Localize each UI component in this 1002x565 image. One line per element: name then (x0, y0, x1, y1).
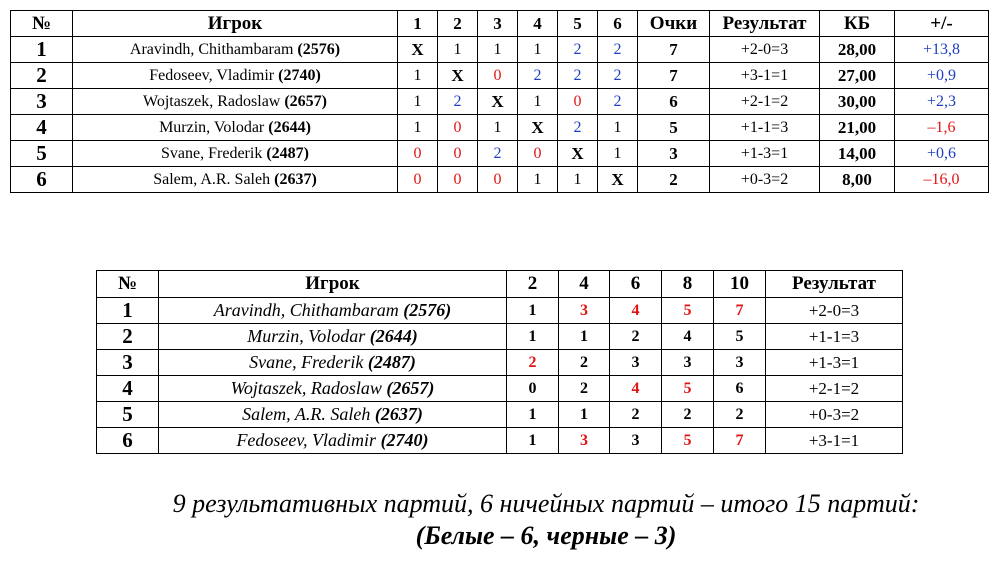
crosstable (10, 10, 989, 193)
diff-cell: +13,8 (895, 37, 989, 63)
game-result-cell: 1 (518, 37, 558, 63)
table-row (97, 428, 903, 454)
cumulative-score-cell: 5 (714, 324, 766, 350)
player-rating: (2637) (374, 404, 423, 424)
cumulative-score-cell: 3 (714, 350, 766, 376)
game-result-cell: 1 (478, 115, 518, 141)
player-name: Fedoseev, Vladimir (236, 430, 377, 450)
game-result-cell: 1 (478, 37, 518, 63)
cumulative-score-cell: 6 (714, 376, 766, 402)
rank-cell: 2 (97, 324, 159, 350)
table-row (11, 115, 989, 141)
summary-line-1: 9 результативных партий, 6 ничейных партий – итого 15 партий: (172, 489, 920, 518)
player-cell (73, 37, 398, 63)
table-row (11, 63, 989, 89)
player-name: Svane, Frederik (161, 144, 263, 162)
result-cell: +3-1=1 (710, 63, 820, 89)
cumulative-score-cell: 2 (559, 376, 610, 402)
result-cell: +1-3=1 (766, 350, 903, 376)
game-result-cell: 0 (518, 141, 558, 167)
result-cell: +1-1=3 (710, 115, 820, 141)
player-rating: (2657) (284, 92, 327, 110)
cumulative-score-cell: 1 (559, 324, 610, 350)
kb-cell: 27,00 (820, 63, 895, 89)
player-name: Salem, A.R. Saleh (153, 170, 271, 188)
header-round: 6 (610, 271, 662, 298)
table-row (11, 167, 989, 193)
rank-cell: 3 (11, 89, 73, 115)
result-cell: +2-0=3 (710, 37, 820, 63)
game-result-cell: X (598, 167, 638, 193)
points-cell: 3 (638, 141, 710, 167)
player-rating: (2576) (297, 40, 341, 58)
result-cell: +0-3=2 (766, 402, 903, 428)
cumulative-score-cell: 5 (662, 298, 714, 324)
cumulative-score-cell: 2 (610, 324, 662, 350)
table-row (97, 402, 903, 428)
player-name: Fedoseev, Vladimir (149, 66, 275, 84)
game-result-cell: X (438, 63, 478, 89)
player-rating: (2576) (403, 300, 452, 320)
progress-header-row (97, 271, 903, 298)
cumulative-score-cell: 3 (662, 350, 714, 376)
rank-cell: 5 (97, 402, 159, 428)
game-result-cell: 1 (398, 115, 438, 141)
points-cell: 5 (638, 115, 710, 141)
header-number: № (11, 11, 73, 37)
game-result-cell: 0 (558, 89, 598, 115)
rank-cell: 1 (97, 298, 159, 324)
kb-cell: 30,00 (820, 89, 895, 115)
table-row (97, 376, 903, 402)
cumulative-score-cell: 1 (507, 324, 559, 350)
player-name: Aravindh, Chithambaram (129, 40, 294, 58)
cumulative-score-cell: 0 (507, 376, 559, 402)
header-round: 2 (438, 11, 478, 37)
game-result-cell: 0 (478, 167, 518, 193)
player-name: Murzin, Volodar (247, 326, 366, 346)
cumulative-score-cell: 2 (559, 350, 610, 376)
player-name: Svane, Frederik (249, 352, 364, 372)
table-row (97, 350, 903, 376)
player-name: Murzin, Volodar (159, 118, 265, 136)
game-result-cell: 2 (558, 63, 598, 89)
result-cell: +2-1=2 (710, 89, 820, 115)
result-cell: +1-3=1 (710, 141, 820, 167)
cumulative-score-cell: 7 (714, 428, 766, 454)
cumulative-score-cell: 3 (559, 428, 610, 454)
game-result-cell: 1 (518, 167, 558, 193)
cumulative-score-cell: 1 (507, 402, 559, 428)
diff-cell: +0,9 (895, 63, 989, 89)
player-name: Wojtaszek, Radoslaw (143, 92, 281, 110)
cumulative-score-cell: 2 (507, 350, 559, 376)
summary-line-2: (Белые – 6, черные – 3) (415, 521, 677, 550)
game-result-cell: 1 (398, 89, 438, 115)
table-row (97, 324, 903, 350)
header-diff: +/- (895, 11, 989, 37)
result-cell: +2-1=2 (766, 376, 903, 402)
game-result-cell: 0 (438, 141, 478, 167)
summary-text (0, 488, 1002, 552)
cumulative-score-cell: 2 (662, 402, 714, 428)
result-cell: +3-1=1 (766, 428, 903, 454)
table-row (11, 141, 989, 167)
game-result-cell: 0 (398, 141, 438, 167)
game-result-cell: 2 (438, 89, 478, 115)
player-rating: (2740) (380, 430, 429, 450)
points-cell: 2 (638, 167, 710, 193)
game-result-cell: 0 (438, 115, 478, 141)
diff-cell: –1,6 (895, 115, 989, 141)
rank-cell: 4 (11, 115, 73, 141)
cumulative-score-cell: 7 (714, 298, 766, 324)
game-result-cell: X (518, 115, 558, 141)
diff-cell: +2,3 (895, 89, 989, 115)
points-cell: 7 (638, 63, 710, 89)
player-rating: (2644) (369, 326, 418, 346)
player-cell (159, 350, 507, 376)
cumulative-score-cell: 3 (610, 350, 662, 376)
player-cell (73, 141, 398, 167)
header-round: 5 (558, 11, 598, 37)
player-cell (159, 402, 507, 428)
cumulative-score-cell: 5 (662, 428, 714, 454)
header-player: Игрок (73, 11, 398, 37)
diff-cell: +0,6 (895, 141, 989, 167)
player-cell (159, 324, 507, 350)
game-result-cell: 2 (558, 115, 598, 141)
progress-table (96, 270, 903, 454)
player-cell (73, 89, 398, 115)
game-result-cell: 2 (518, 63, 558, 89)
header-result: Результат (710, 11, 820, 37)
player-cell (73, 63, 398, 89)
player-cell (73, 167, 398, 193)
player-cell (159, 298, 507, 324)
table-row (97, 298, 903, 324)
header-player: Игрок (159, 271, 507, 298)
kb-cell: 28,00 (820, 37, 895, 63)
result-cell: +2-0=3 (766, 298, 903, 324)
game-result-cell: X (478, 89, 518, 115)
header-points: Очки (638, 11, 710, 37)
game-result-cell: 0 (398, 167, 438, 193)
player-rating: (2644) (268, 118, 311, 136)
rank-cell: 5 (11, 141, 73, 167)
game-result-cell: X (398, 37, 438, 63)
game-result-cell: 1 (398, 63, 438, 89)
game-result-cell: 2 (598, 37, 638, 63)
rank-cell: 6 (11, 167, 73, 193)
cumulative-score-cell: 2 (714, 402, 766, 428)
game-result-cell: 0 (478, 63, 518, 89)
game-result-cell: 1 (598, 115, 638, 141)
player-rating: (2657) (386, 378, 435, 398)
header-round: 6 (598, 11, 638, 37)
diff-cell: –16,0 (895, 167, 989, 193)
game-result-cell: 2 (558, 37, 598, 63)
rank-cell: 1 (11, 37, 73, 63)
points-cell: 7 (638, 37, 710, 63)
game-result-cell: 2 (598, 89, 638, 115)
header-round: 8 (662, 271, 714, 298)
header-round: 4 (559, 271, 610, 298)
kb-cell: 14,00 (820, 141, 895, 167)
cumulative-score-cell: 2 (610, 402, 662, 428)
game-result-cell: 1 (518, 89, 558, 115)
game-result-cell: 0 (438, 167, 478, 193)
game-result-cell: X (558, 141, 598, 167)
player-rating: (2487) (266, 144, 309, 162)
rank-cell: 6 (97, 428, 159, 454)
result-cell: +0-3=2 (710, 167, 820, 193)
points-cell: 6 (638, 89, 710, 115)
cumulative-score-cell: 3 (610, 428, 662, 454)
game-result-cell: 1 (598, 141, 638, 167)
cumulative-score-cell: 1 (559, 402, 610, 428)
cumulative-score-cell: 4 (610, 298, 662, 324)
rank-cell: 4 (97, 376, 159, 402)
game-result-cell: 1 (438, 37, 478, 63)
crosstable-header-row (11, 11, 989, 37)
kb-cell: 21,00 (820, 115, 895, 141)
result-cell: +1-1=3 (766, 324, 903, 350)
game-result-cell: 1 (558, 167, 598, 193)
kb-cell: 8,00 (820, 167, 895, 193)
header-round: 2 (507, 271, 559, 298)
player-rating: (2740) (278, 66, 321, 84)
player-name: Salem, A.R. Saleh (242, 404, 371, 424)
table-row (11, 89, 989, 115)
rank-cell: 2 (11, 63, 73, 89)
header-round: 3 (478, 11, 518, 37)
player-cell (73, 115, 398, 141)
rank-cell: 3 (97, 350, 159, 376)
cumulative-score-cell: 4 (610, 376, 662, 402)
header-number: № (97, 271, 159, 298)
game-result-cell: 2 (598, 63, 638, 89)
header-round: 10 (714, 271, 766, 298)
game-result-cell: 2 (478, 141, 518, 167)
cumulative-score-cell: 4 (662, 324, 714, 350)
player-rating: (2637) (274, 170, 317, 188)
player-cell (159, 376, 507, 402)
player-cell (159, 428, 507, 454)
cumulative-score-cell: 3 (559, 298, 610, 324)
cumulative-score-cell: 1 (507, 428, 559, 454)
header-result: Результат (766, 271, 903, 298)
player-name: Wojtaszek, Radoslaw (230, 378, 382, 398)
header-round: 4 (518, 11, 558, 37)
cumulative-score-cell: 1 (507, 298, 559, 324)
cumulative-score-cell: 5 (662, 376, 714, 402)
table-row (11, 37, 989, 63)
player-rating: (2487) (367, 352, 416, 372)
header-round: 1 (398, 11, 438, 37)
header-kb: КБ (820, 11, 895, 37)
player-name: Aravindh, Chithambaram (213, 300, 399, 320)
